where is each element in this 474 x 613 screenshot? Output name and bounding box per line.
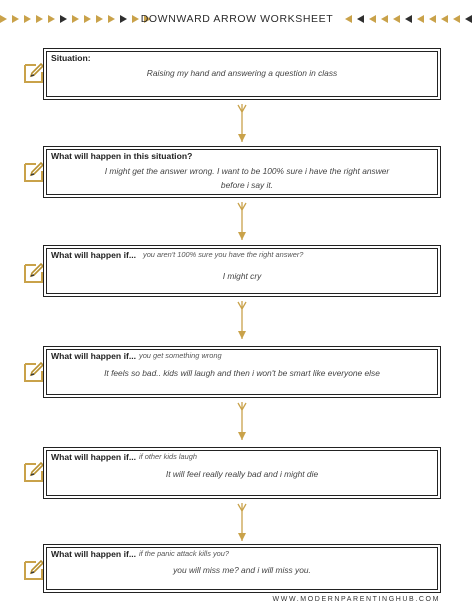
footer-website: WWW.MODERNPARENTINGHUB.COM (272, 596, 440, 603)
down-arrow-icon (236, 400, 248, 442)
box-label: What will happen if... (51, 250, 136, 260)
box-label: What will happen if... (51, 549, 136, 559)
box-answer: you will miss me? and i will miss you. (173, 565, 311, 575)
what-if-box[interactable] (43, 447, 441, 499)
box-answer: I might get the answer wrong. I want to be 100% sure i have the right answer before i say it. (104, 166, 390, 190)
box-prompt: you get something wrong (139, 351, 222, 360)
down-arrow-icon (236, 102, 248, 144)
what-if-box[interactable] (43, 544, 441, 593)
box-prompt: you aren't 100% sure you have the right answer? (143, 250, 304, 259)
decorative-triangles-right (345, 15, 472, 23)
box-answer: It will feel really really bad and i might die (165, 469, 319, 479)
box-answer: I might cry (222, 271, 262, 281)
box-label: What will happen in this situation? (51, 151, 193, 161)
down-arrow-icon (236, 299, 248, 341)
down-arrow-icon (236, 200, 248, 242)
box-prompt: if the panic attack kills you? (139, 549, 229, 558)
situation-box[interactable] (43, 48, 441, 100)
header (0, 11, 474, 27)
box-answer: It feels so bad.. kids will laugh and then i won't be smart like everyone else (104, 368, 380, 378)
box-label: What will happen if... (51, 351, 136, 361)
box-label: What will happen if... (51, 452, 136, 462)
box-answer: Raising my hand and answering a question in class (146, 68, 338, 78)
box-prompt: if other kids laugh (139, 452, 197, 461)
page-title: DOWNWARD ARROW WORKSHEET (140, 13, 334, 25)
what-if-box[interactable] (43, 245, 441, 297)
down-arrow-icon (236, 501, 248, 543)
consequence-box[interactable] (43, 146, 441, 198)
what-if-box[interactable] (43, 346, 441, 398)
box-label: Situation: (51, 53, 91, 63)
